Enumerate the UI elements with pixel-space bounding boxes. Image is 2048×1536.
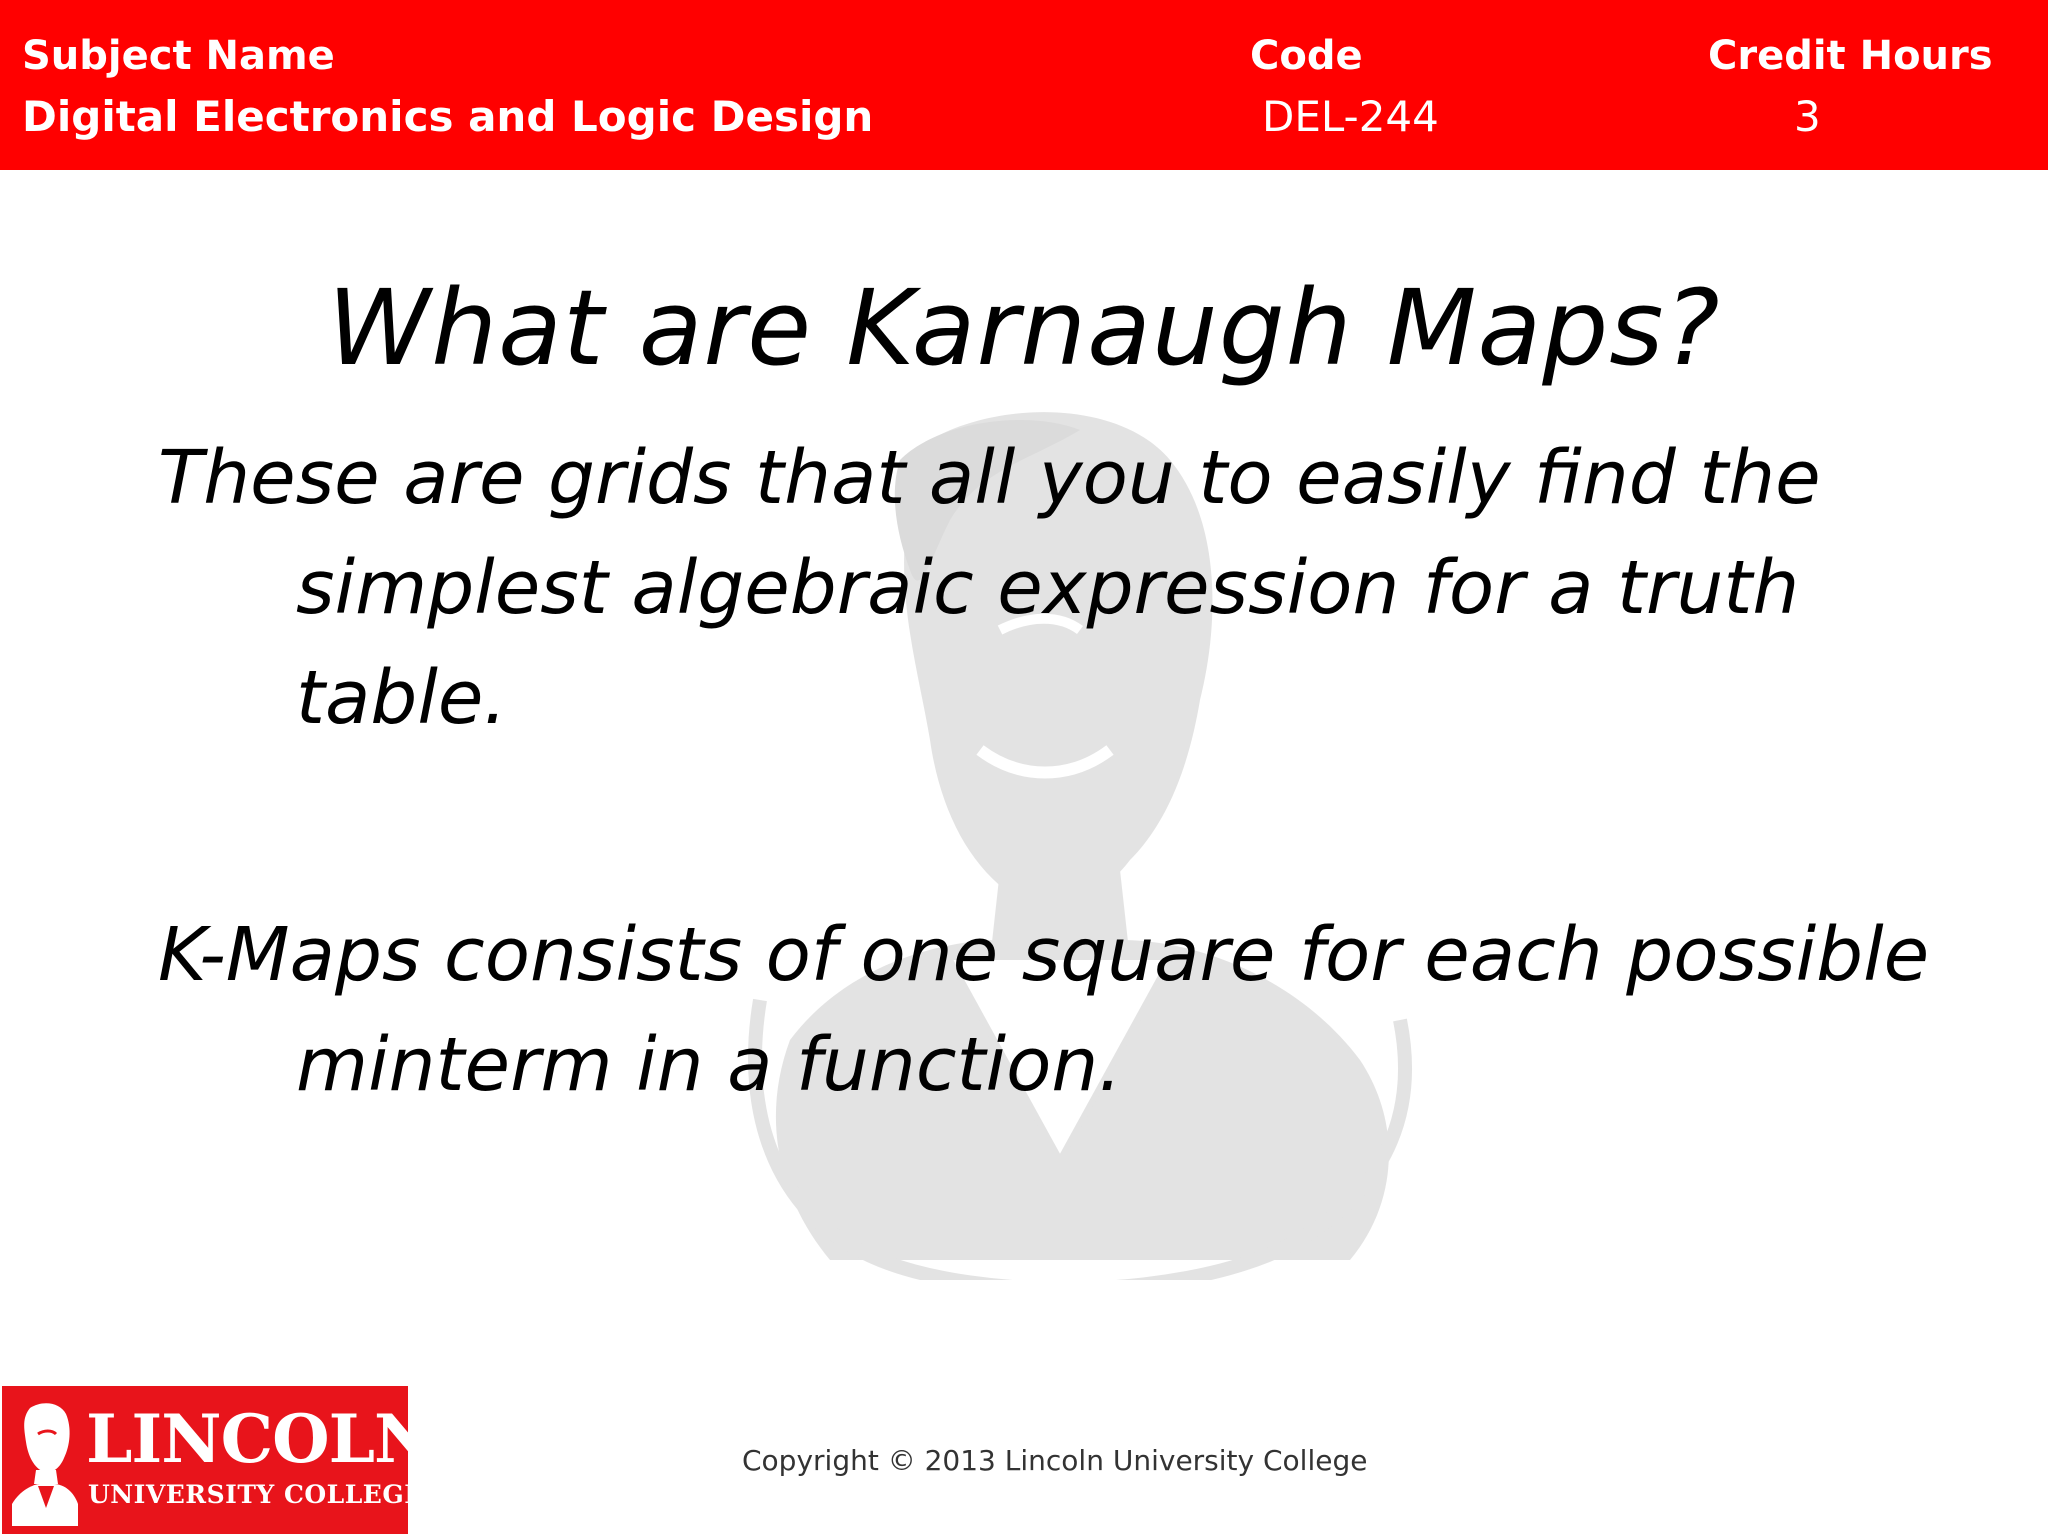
subject-name-label: Subject Name	[22, 33, 335, 79]
bullet-kmap-definition: These are grids that all you to easily find the simplest algebraic expression for a truth table.	[158, 435, 1821, 741]
credit-hours-value: 3	[1794, 92, 1821, 141]
lincoln-bust-logo-icon	[8, 1400, 82, 1528]
code-label: Code	[1250, 33, 1363, 79]
header-bar	[0, 0, 2048, 170]
lincoln-logo	[2, 1386, 434, 1534]
slide-title: What are Karnaugh Maps?	[327, 267, 1721, 389]
code-value: DEL-244	[1262, 92, 1439, 141]
copyright-notice: Copyright © 2013 Lincoln University College	[742, 1444, 1368, 1477]
subject-name-value: Digital Electronics and Logic Design	[22, 92, 874, 141]
logo-subtitle: UNIVERSITY COLLEGE	[88, 1480, 424, 1509]
logo-name: LINCOLN	[86, 1400, 434, 1478]
credit-hours-label: Credit Hours	[1708, 33, 1993, 79]
bullet-kmap-minterms: K-Maps consists of one square for each possible minterm in a function.	[158, 912, 1930, 1108]
